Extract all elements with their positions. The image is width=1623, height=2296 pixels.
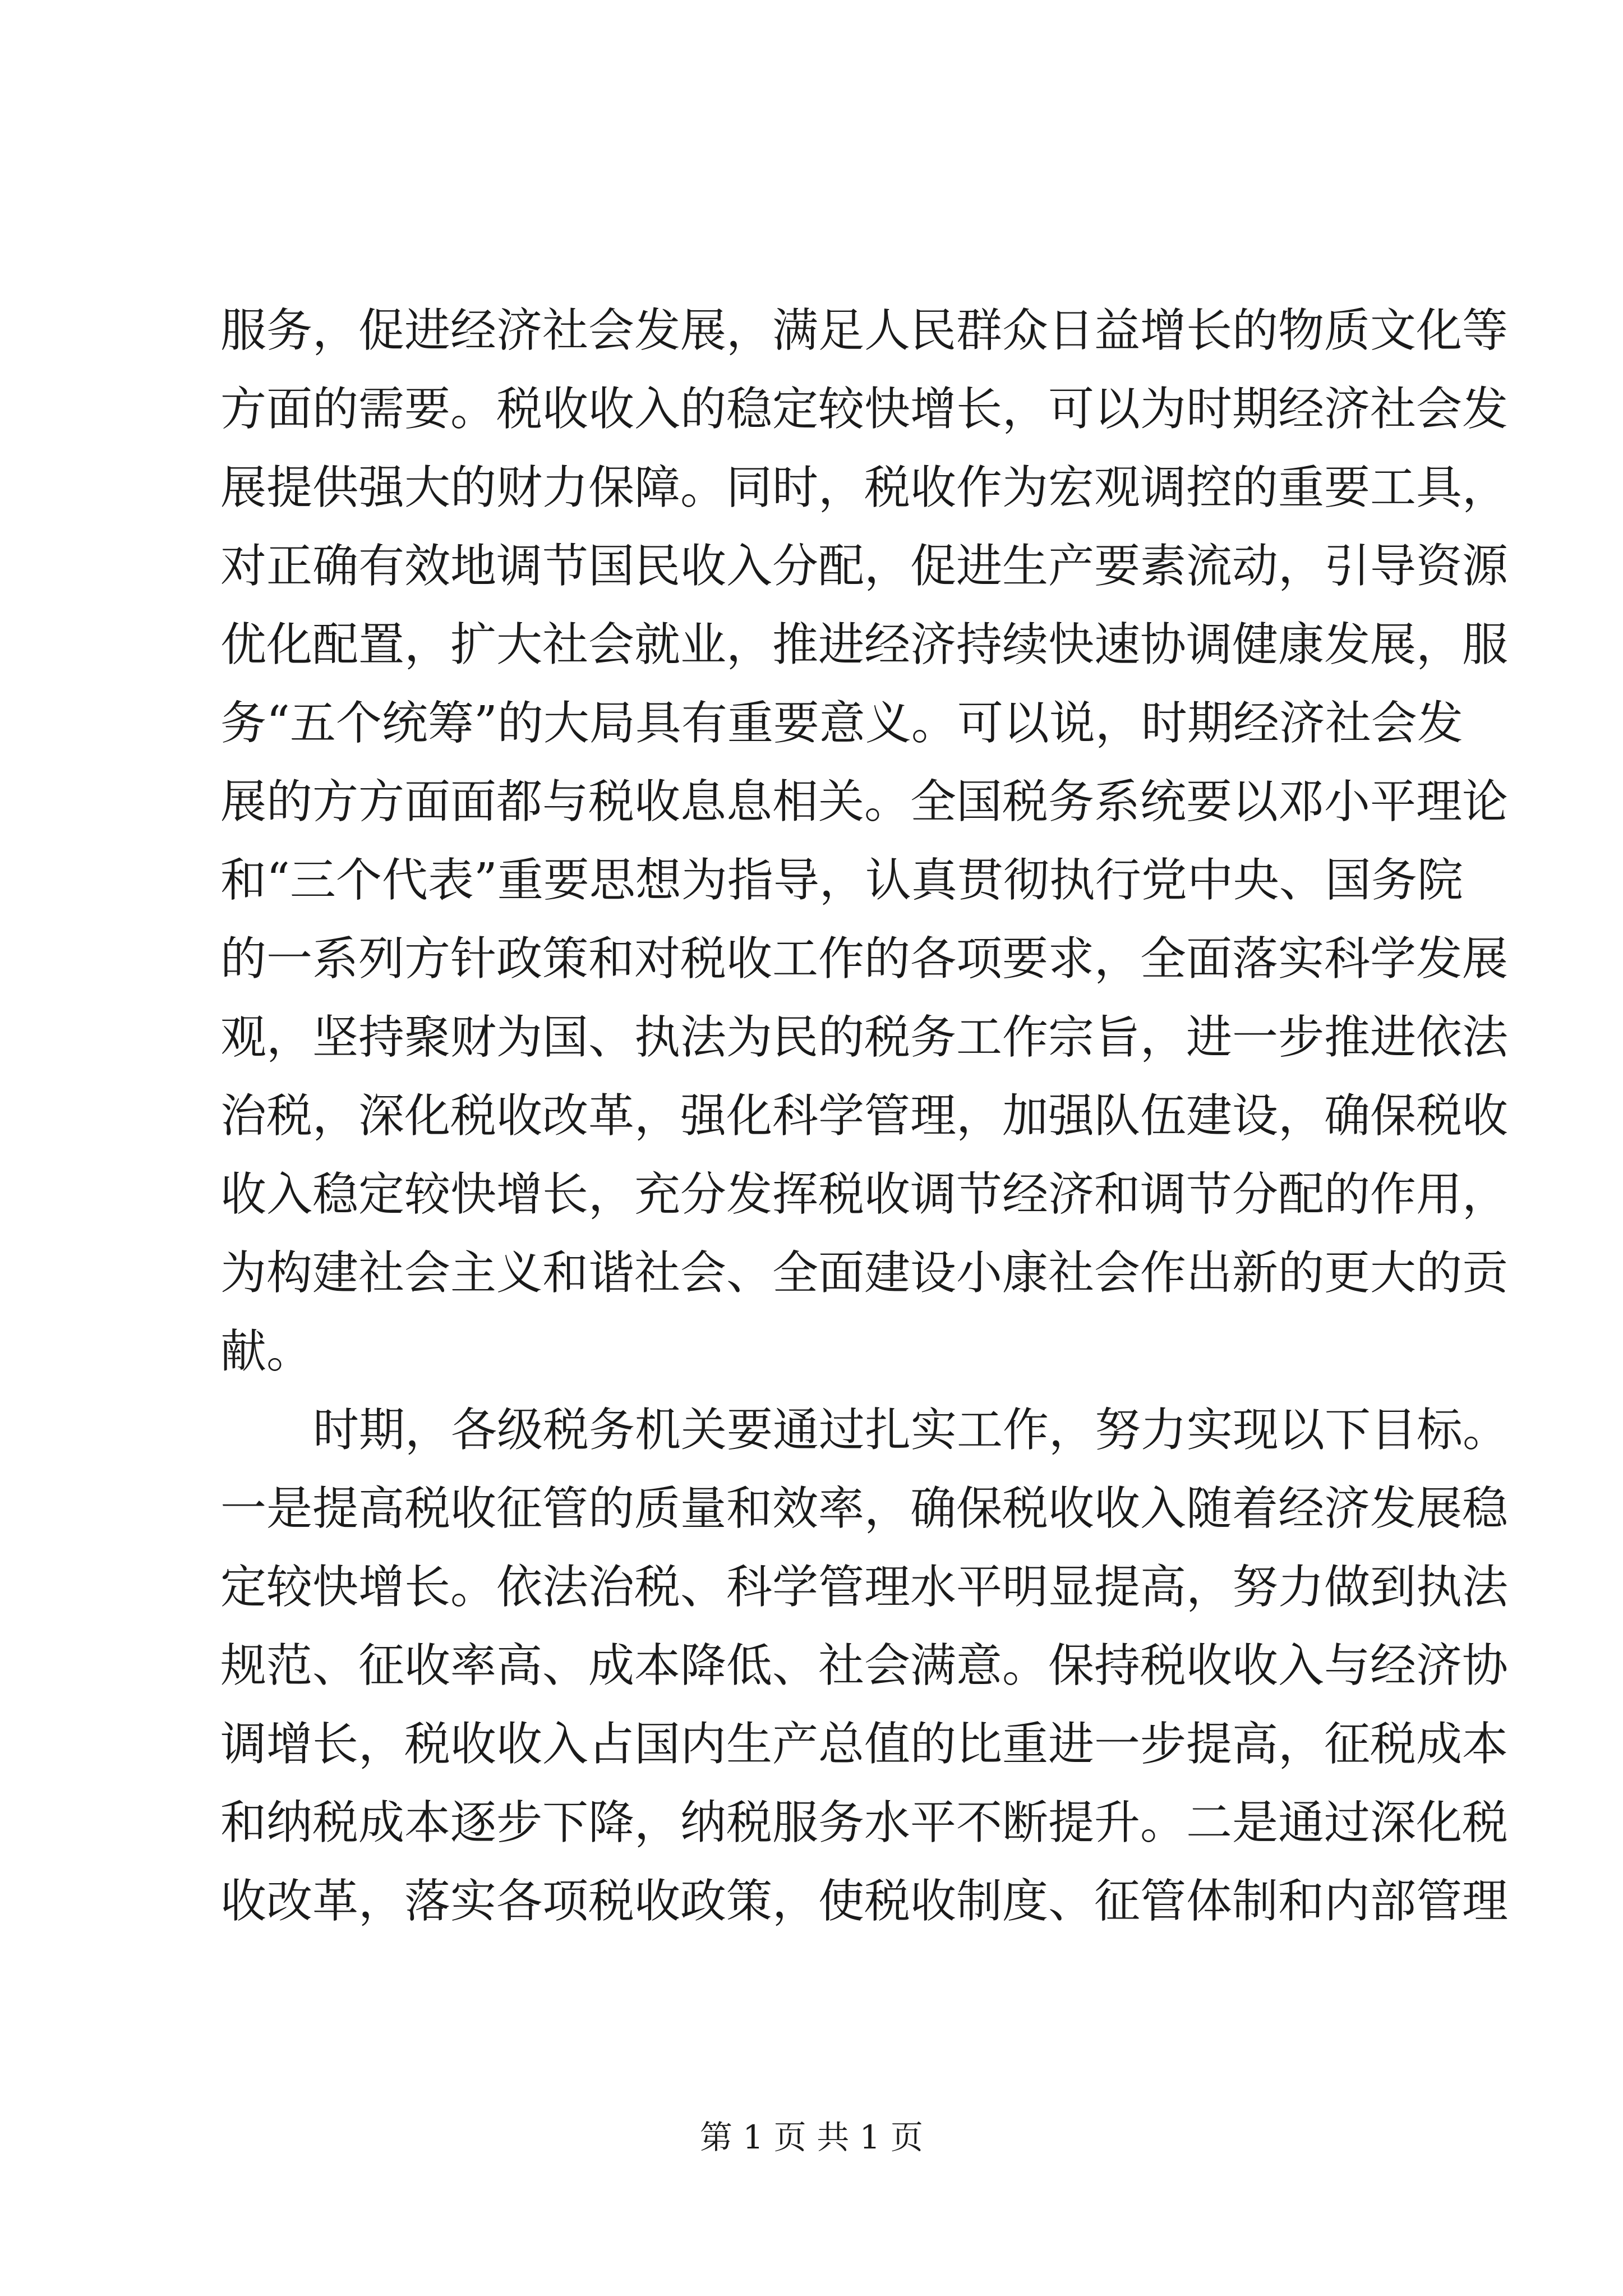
text-line: 为构建社会主义和谐社会、全面建设小康社会作出新的更大的贡: [220, 1246, 1509, 1300]
text-line: 收入稳定较快增长，充分发挥税收调节经济和调节分配的作用，: [220, 1168, 1509, 1221]
text-line: 定较快增长。依法治税、科学管理水平明显提高，努力做到执法: [220, 1561, 1509, 1614]
text-line: 时期，各级税务机关要通过扎实工作，努力实现以下目标。: [313, 1404, 1509, 1457]
text-line: 和“三个代表”重要思想为指导，认真贯彻执行党中央、国务院: [220, 854, 1463, 907]
text-line: 观，坚持聚财为国、执法为民的税务工作宗旨，进一步推进依法: [220, 1011, 1509, 1064]
text-line: 展的方方面面都与税收息息相关。全国税务系统要以邓小平理论: [220, 775, 1509, 829]
text-line: 规范、征收率高、成本降低、社会满意。保持税收收入与经济协: [220, 1639, 1509, 1692]
text-line: 献。: [220, 1325, 313, 1378]
text-line: 方面的需要。税收收入的稳定较快增长，可以为时期经济社会发: [220, 383, 1509, 436]
text-line: 一是提高税收征管的质量和效率，确保税收收入随着经济发展稳: [220, 1482, 1509, 1535]
text-line: 治税，深化税收改革，强化科学管理，加强队伍建设，确保税收: [220, 1089, 1509, 1143]
text-line: 优化配置，扩大社会就业，推进经济持续快速协调健康发展，服: [220, 618, 1509, 671]
text-line: 对正确有效地调节国民收入分配，促进生产要素流动，引导资源: [220, 540, 1509, 593]
text-line: 展提供强大的财力保障。同时，税收作为宏观调控的重要工具，: [220, 461, 1509, 514]
text-line: 的一系列方针政策和对税收工作的各项要求，全面落实科学发展: [220, 932, 1509, 986]
text-line: 和纳税成本逐步下降，纳税服务水平不断提升。二是通过深化税: [220, 1796, 1509, 1849]
text-line: 务“五个统筹”的大局具有重要意义。可以说，时期经济社会发: [220, 697, 1463, 750]
text-line: 调增长，税收收入占国内生产总值的比重进一步提高，征税成本: [220, 1718, 1509, 1771]
page-number-footer: 第 1 页 共 1 页: [700, 2118, 923, 2156]
text-line: 收改革，落实各项税收政策，使税收制度、征管体制和内部管理: [220, 1875, 1509, 1928]
text-line: 服务，促进经济社会发展，满足人民群众日益增长的物质文化等: [220, 304, 1509, 357]
